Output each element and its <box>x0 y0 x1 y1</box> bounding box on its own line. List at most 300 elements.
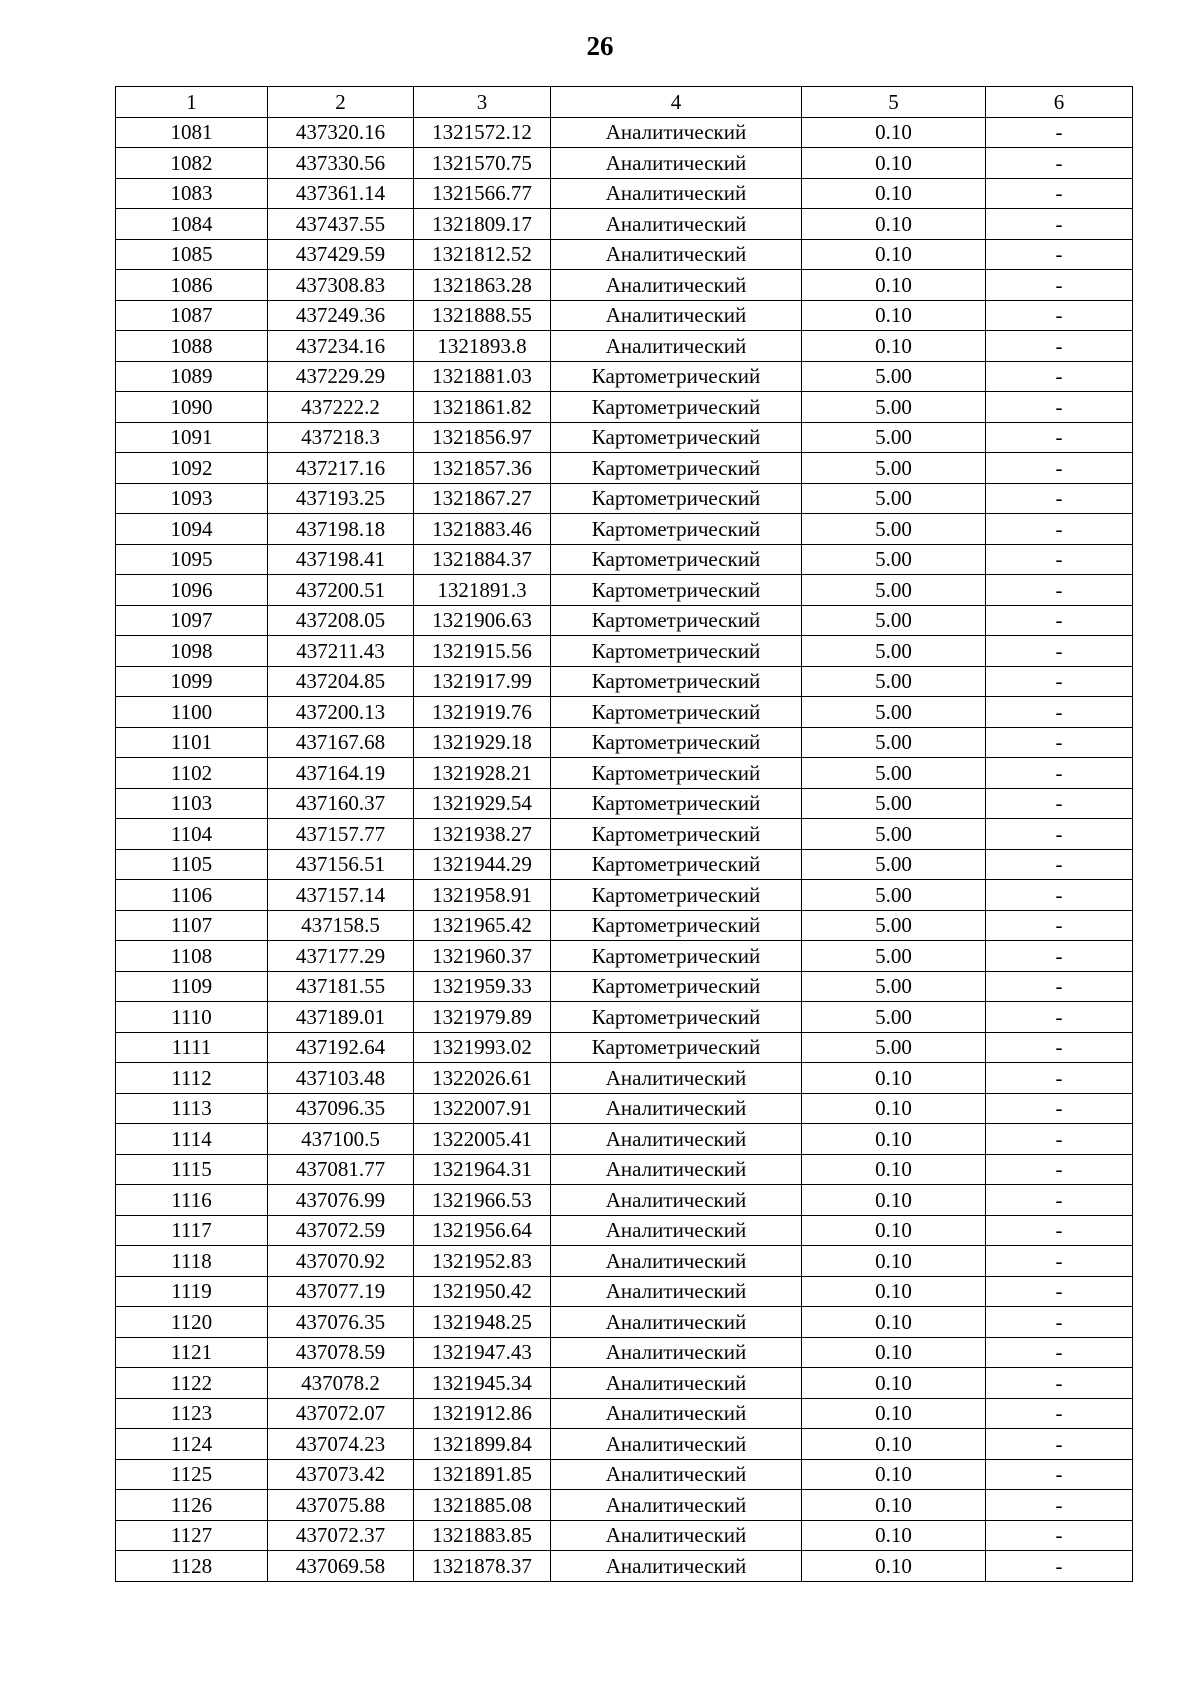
x-coordinate-cell: 437100.5 <box>268 1124 414 1155</box>
table-row <box>116 575 1133 606</box>
point-number-cell: 1081 <box>116 117 268 148</box>
method-cell: Аналитический <box>551 1337 802 1368</box>
column-header-1: 1 <box>116 87 268 118</box>
x-coordinate-cell: 437211.43 <box>268 636 414 667</box>
table-row <box>116 1246 1133 1277</box>
note-cell: - <box>986 1307 1133 1338</box>
x-coordinate-cell: 437074.23 <box>268 1429 414 1460</box>
y-coordinate-cell: 1321959.33 <box>414 971 551 1002</box>
method-cell: Картометрический <box>551 636 802 667</box>
table-row <box>116 422 1133 453</box>
x-coordinate-cell: 437076.99 <box>268 1185 414 1216</box>
y-coordinate-cell: 1321966.53 <box>414 1185 551 1216</box>
point-number-cell: 1119 <box>116 1276 268 1307</box>
y-coordinate-cell: 1321915.56 <box>414 636 551 667</box>
method-cell: Картометрический <box>551 514 802 545</box>
y-coordinate-cell: 1321891.85 <box>414 1459 551 1490</box>
table-row <box>116 1124 1133 1155</box>
note-cell: - <box>986 1368 1133 1399</box>
y-coordinate-cell: 1321881.03 <box>414 361 551 392</box>
x-coordinate-cell: 437158.5 <box>268 910 414 941</box>
x-coordinate-cell: 437189.01 <box>268 1002 414 1033</box>
point-number-cell: 1099 <box>116 666 268 697</box>
method-cell: Аналитический <box>551 1276 802 1307</box>
method-cell: Картометрический <box>551 849 802 880</box>
y-coordinate-cell: 1321863.28 <box>414 270 551 301</box>
y-coordinate-cell: 1321965.42 <box>414 910 551 941</box>
note-cell: - <box>986 1032 1133 1063</box>
accuracy-cell: 0.10 <box>802 1337 986 1368</box>
table-row <box>116 697 1133 728</box>
accuracy-cell: 5.00 <box>802 941 986 972</box>
y-coordinate-cell: 1321906.63 <box>414 605 551 636</box>
x-coordinate-cell: 437075.88 <box>268 1490 414 1521</box>
table-row <box>116 514 1133 545</box>
accuracy-cell: 0.10 <box>802 1429 986 1460</box>
y-coordinate-cell: 1321856.97 <box>414 422 551 453</box>
note-cell: - <box>986 361 1133 392</box>
table-row <box>116 544 1133 575</box>
point-number-cell: 1102 <box>116 758 268 789</box>
x-coordinate-cell: 437070.92 <box>268 1246 414 1277</box>
note-cell: - <box>986 544 1133 575</box>
x-coordinate-cell: 437160.37 <box>268 788 414 819</box>
table-row <box>116 392 1133 423</box>
table-row <box>116 1490 1133 1521</box>
point-number-cell: 1115 <box>116 1154 268 1185</box>
table-row <box>116 209 1133 240</box>
point-number-cell: 1092 <box>116 453 268 484</box>
table-row <box>116 1307 1133 1338</box>
x-coordinate-cell: 437096.35 <box>268 1093 414 1124</box>
x-coordinate-cell: 437157.14 <box>268 880 414 911</box>
method-cell: Аналитический <box>551 1429 802 1460</box>
point-number-cell: 1105 <box>116 849 268 880</box>
point-number-cell: 1103 <box>116 788 268 819</box>
note-cell: - <box>986 666 1133 697</box>
point-number-cell: 1122 <box>116 1368 268 1399</box>
y-coordinate-cell: 1321947.43 <box>414 1337 551 1368</box>
point-number-cell: 1090 <box>116 392 268 423</box>
note-cell: - <box>986 514 1133 545</box>
accuracy-cell: 5.00 <box>802 880 986 911</box>
table-row <box>116 1002 1133 1033</box>
y-coordinate-cell: 1321919.76 <box>414 697 551 728</box>
accuracy-cell: 5.00 <box>802 392 986 423</box>
point-number-cell: 1095 <box>116 544 268 575</box>
y-coordinate-cell: 1322005.41 <box>414 1124 551 1155</box>
y-coordinate-cell: 1321812.52 <box>414 239 551 270</box>
point-number-cell: 1086 <box>116 270 268 301</box>
x-coordinate-cell: 437081.77 <box>268 1154 414 1185</box>
note-cell: - <box>986 392 1133 423</box>
accuracy-cell: 0.10 <box>802 1276 986 1307</box>
point-number-cell: 1085 <box>116 239 268 270</box>
y-coordinate-cell: 1321570.75 <box>414 148 551 179</box>
note-cell: - <box>986 636 1133 667</box>
accuracy-cell: 0.10 <box>802 178 986 209</box>
point-number-cell: 1124 <box>116 1429 268 1460</box>
table-row <box>116 1063 1133 1094</box>
method-cell: Аналитический <box>551 1368 802 1399</box>
point-number-cell: 1104 <box>116 819 268 850</box>
method-cell: Картометрический <box>551 880 802 911</box>
y-coordinate-cell: 1321861.82 <box>414 392 551 423</box>
x-coordinate-cell: 437069.58 <box>268 1551 414 1582</box>
accuracy-cell: 0.10 <box>802 1185 986 1216</box>
table-row <box>116 941 1133 972</box>
coordinates-table <box>115 86 1133 1582</box>
y-coordinate-cell: 1321950.42 <box>414 1276 551 1307</box>
table-row <box>116 605 1133 636</box>
method-cell: Аналитический <box>551 1185 802 1216</box>
x-coordinate-cell: 437222.2 <box>268 392 414 423</box>
accuracy-cell: 0.10 <box>802 1520 986 1551</box>
point-number-cell: 1114 <box>116 1124 268 1155</box>
point-number-cell: 1113 <box>116 1093 268 1124</box>
column-header-2: 2 <box>268 87 414 118</box>
point-number-cell: 1117 <box>116 1215 268 1246</box>
y-coordinate-cell: 1321948.25 <box>414 1307 551 1338</box>
x-coordinate-cell: 437200.13 <box>268 697 414 728</box>
accuracy-cell: 0.10 <box>802 1551 986 1582</box>
table-row <box>116 1551 1133 1582</box>
note-cell: - <box>986 880 1133 911</box>
point-number-cell: 1094 <box>116 514 268 545</box>
point-number-cell: 1101 <box>116 727 268 758</box>
note-cell: - <box>986 1154 1133 1185</box>
accuracy-cell: 5.00 <box>802 453 986 484</box>
y-coordinate-cell: 1321929.18 <box>414 727 551 758</box>
y-coordinate-cell: 1321878.37 <box>414 1551 551 1582</box>
method-cell: Аналитический <box>551 1124 802 1155</box>
method-cell: Картометрический <box>551 392 802 423</box>
point-number-cell: 1097 <box>116 605 268 636</box>
accuracy-cell: 0.10 <box>802 1398 986 1429</box>
method-cell: Аналитический <box>551 300 802 331</box>
note-cell: - <box>986 1063 1133 1094</box>
note-cell: - <box>986 1093 1133 1124</box>
note-cell: - <box>986 941 1133 972</box>
x-coordinate-cell: 437073.42 <box>268 1459 414 1490</box>
accuracy-cell: 0.10 <box>802 209 986 240</box>
column-header-4: 4 <box>551 87 802 118</box>
table-body <box>116 87 1133 1582</box>
table-row <box>116 270 1133 301</box>
table-row <box>116 1368 1133 1399</box>
y-coordinate-cell: 1321885.08 <box>414 1490 551 1521</box>
note-cell: - <box>986 758 1133 789</box>
method-cell: Картометрический <box>551 453 802 484</box>
table-row <box>116 1520 1133 1551</box>
table-row <box>116 1398 1133 1429</box>
y-coordinate-cell: 1321929.54 <box>414 788 551 819</box>
table-row <box>116 1185 1133 1216</box>
note-cell: - <box>986 270 1133 301</box>
y-coordinate-cell: 1321912.86 <box>414 1398 551 1429</box>
y-coordinate-cell: 1321899.84 <box>414 1429 551 1460</box>
method-cell: Аналитический <box>551 209 802 240</box>
table-row <box>116 361 1133 392</box>
table-row <box>116 1154 1133 1185</box>
method-cell: Аналитический <box>551 117 802 148</box>
table-row <box>116 880 1133 911</box>
x-coordinate-cell: 437429.59 <box>268 239 414 270</box>
y-coordinate-cell: 1321964.31 <box>414 1154 551 1185</box>
accuracy-cell: 0.10 <box>802 1459 986 1490</box>
y-coordinate-cell: 1321572.12 <box>414 117 551 148</box>
point-number-cell: 1084 <box>116 209 268 240</box>
x-coordinate-cell: 437192.64 <box>268 1032 414 1063</box>
method-cell: Картометрический <box>551 727 802 758</box>
point-number-cell: 1108 <box>116 941 268 972</box>
point-number-cell: 1106 <box>116 880 268 911</box>
x-coordinate-cell: 437164.19 <box>268 758 414 789</box>
note-cell: - <box>986 1124 1133 1155</box>
method-cell: Картометрический <box>551 666 802 697</box>
x-coordinate-cell: 437361.14 <box>268 178 414 209</box>
point-number-cell: 1118 <box>116 1246 268 1277</box>
point-number-cell: 1111 <box>116 1032 268 1063</box>
table-row <box>116 1276 1133 1307</box>
point-number-cell: 1100 <box>116 697 268 728</box>
table-row <box>116 758 1133 789</box>
y-coordinate-cell: 1321884.37 <box>414 544 551 575</box>
table-row <box>116 483 1133 514</box>
note-cell: - <box>986 910 1133 941</box>
x-coordinate-cell: 437072.07 <box>268 1398 414 1429</box>
point-number-cell: 1112 <box>116 1063 268 1094</box>
table-row <box>116 971 1133 1002</box>
table-row <box>116 788 1133 819</box>
note-cell: - <box>986 1185 1133 1216</box>
accuracy-cell: 0.10 <box>802 1063 986 1094</box>
method-cell: Картометрический <box>551 422 802 453</box>
x-coordinate-cell: 437437.55 <box>268 209 414 240</box>
table-row <box>116 727 1133 758</box>
accuracy-cell: 5.00 <box>802 788 986 819</box>
table-row <box>116 300 1133 331</box>
y-coordinate-cell: 1321867.27 <box>414 483 551 514</box>
x-coordinate-cell: 437204.85 <box>268 666 414 697</box>
note-cell: - <box>986 178 1133 209</box>
method-cell: Картометрический <box>551 971 802 1002</box>
table-row <box>116 1429 1133 1460</box>
point-number-cell: 1082 <box>116 148 268 179</box>
method-cell: Аналитический <box>551 239 802 270</box>
x-coordinate-cell: 437078.59 <box>268 1337 414 1368</box>
accuracy-cell: 0.10 <box>802 331 986 362</box>
note-cell: - <box>986 1337 1133 1368</box>
method-cell: Аналитический <box>551 1063 802 1094</box>
accuracy-cell: 5.00 <box>802 575 986 606</box>
accuracy-cell: 0.10 <box>802 1124 986 1155</box>
accuracy-cell: 5.00 <box>802 666 986 697</box>
table-row <box>116 331 1133 362</box>
accuracy-cell: 5.00 <box>802 1002 986 1033</box>
x-coordinate-cell: 437249.36 <box>268 300 414 331</box>
method-cell: Аналитический <box>551 178 802 209</box>
note-cell: - <box>986 117 1133 148</box>
table-row <box>116 819 1133 850</box>
note-cell: - <box>986 300 1133 331</box>
note-cell: - <box>986 575 1133 606</box>
y-coordinate-cell: 1321938.27 <box>414 819 551 850</box>
method-cell: Картометрический <box>551 483 802 514</box>
note-cell: - <box>986 1520 1133 1551</box>
column-header-3: 3 <box>414 87 551 118</box>
note-cell: - <box>986 1459 1133 1490</box>
y-coordinate-cell: 1321883.85 <box>414 1520 551 1551</box>
note-cell: - <box>986 1246 1133 1277</box>
method-cell: Аналитический <box>551 1307 802 1338</box>
method-cell: Картометрический <box>551 819 802 850</box>
accuracy-cell: 0.10 <box>802 1368 986 1399</box>
y-coordinate-cell: 1321956.64 <box>414 1215 551 1246</box>
x-coordinate-cell: 437208.05 <box>268 605 414 636</box>
accuracy-cell: 5.00 <box>802 422 986 453</box>
point-number-cell: 1121 <box>116 1337 268 1368</box>
x-coordinate-cell: 437320.16 <box>268 117 414 148</box>
point-number-cell: 1127 <box>116 1520 268 1551</box>
note-cell: - <box>986 239 1133 270</box>
method-cell: Картометрический <box>551 910 802 941</box>
note-cell: - <box>986 849 1133 880</box>
accuracy-cell: 0.10 <box>802 1215 986 1246</box>
x-coordinate-cell: 437330.56 <box>268 148 414 179</box>
y-coordinate-cell: 1322007.91 <box>414 1093 551 1124</box>
point-number-cell: 1091 <box>116 422 268 453</box>
note-cell: - <box>986 1429 1133 1460</box>
note-cell: - <box>986 453 1133 484</box>
method-cell: Аналитический <box>551 1215 802 1246</box>
accuracy-cell: 0.10 <box>802 1307 986 1338</box>
method-cell: Аналитический <box>551 1154 802 1185</box>
accuracy-cell: 5.00 <box>802 758 986 789</box>
note-cell: - <box>986 1276 1133 1307</box>
x-coordinate-cell: 437229.29 <box>268 361 414 392</box>
accuracy-cell: 0.10 <box>802 239 986 270</box>
accuracy-cell: 5.00 <box>802 910 986 941</box>
method-cell: Аналитический <box>551 1490 802 1521</box>
note-cell: - <box>986 1002 1133 1033</box>
y-coordinate-cell: 1321952.83 <box>414 1246 551 1277</box>
x-coordinate-cell: 437200.51 <box>268 575 414 606</box>
method-cell: Аналитический <box>551 1246 802 1277</box>
table-row <box>116 1093 1133 1124</box>
y-coordinate-cell: 1321888.55 <box>414 300 551 331</box>
point-number-cell: 1107 <box>116 910 268 941</box>
y-coordinate-cell: 1321566.77 <box>414 178 551 209</box>
point-number-cell: 1128 <box>116 1551 268 1582</box>
y-coordinate-cell: 1321928.21 <box>414 758 551 789</box>
table-row <box>116 453 1133 484</box>
note-cell: - <box>986 209 1133 240</box>
point-number-cell: 1125 <box>116 1459 268 1490</box>
x-coordinate-cell: 437217.16 <box>268 453 414 484</box>
page-number: 26 <box>586 31 614 61</box>
table-row <box>116 666 1133 697</box>
x-coordinate-cell: 437167.68 <box>268 727 414 758</box>
table-row <box>116 1337 1133 1368</box>
method-cell: Картометрический <box>551 544 802 575</box>
x-coordinate-cell: 437193.25 <box>268 483 414 514</box>
accuracy-cell: 5.00 <box>802 727 986 758</box>
x-coordinate-cell: 437198.18 <box>268 514 414 545</box>
y-coordinate-cell: 1321960.37 <box>414 941 551 972</box>
x-coordinate-cell: 437218.3 <box>268 422 414 453</box>
point-number-cell: 1088 <box>116 331 268 362</box>
accuracy-cell: 0.10 <box>802 148 986 179</box>
y-coordinate-cell: 1321891.3 <box>414 575 551 606</box>
note-cell: - <box>986 819 1133 850</box>
method-cell: Картометрический <box>551 1032 802 1063</box>
accuracy-cell: 5.00 <box>802 636 986 667</box>
method-cell: Картометрический <box>551 605 802 636</box>
table-header-row <box>116 87 1133 118</box>
accuracy-cell: 0.10 <box>802 300 986 331</box>
y-coordinate-cell: 1321857.36 <box>414 453 551 484</box>
accuracy-cell: 5.00 <box>802 971 986 1002</box>
method-cell: Аналитический <box>551 1459 802 1490</box>
method-cell: Аналитический <box>551 270 802 301</box>
table-row <box>116 117 1133 148</box>
note-cell: - <box>986 1490 1133 1521</box>
accuracy-cell: 5.00 <box>802 514 986 545</box>
note-cell: - <box>986 422 1133 453</box>
method-cell: Аналитический <box>551 148 802 179</box>
point-number-cell: 1116 <box>116 1185 268 1216</box>
y-coordinate-cell: 1321945.34 <box>414 1368 551 1399</box>
method-cell: Аналитический <box>551 1520 802 1551</box>
accuracy-cell: 5.00 <box>802 483 986 514</box>
note-cell: - <box>986 1551 1133 1582</box>
table-row <box>116 849 1133 880</box>
accuracy-cell: 5.00 <box>802 361 986 392</box>
x-coordinate-cell: 437076.35 <box>268 1307 414 1338</box>
point-number-cell: 1096 <box>116 575 268 606</box>
y-coordinate-cell: 1321883.46 <box>414 514 551 545</box>
note-cell: - <box>986 971 1133 1002</box>
table-row <box>116 239 1133 270</box>
column-header-6: 6 <box>986 87 1133 118</box>
y-coordinate-cell: 1321917.99 <box>414 666 551 697</box>
y-coordinate-cell: 1322026.61 <box>414 1063 551 1094</box>
method-cell: Картометрический <box>551 361 802 392</box>
accuracy-cell: 0.10 <box>802 1154 986 1185</box>
table-row <box>116 1215 1133 1246</box>
table-row <box>116 148 1133 179</box>
note-cell: - <box>986 727 1133 758</box>
accuracy-cell: 5.00 <box>802 605 986 636</box>
accuracy-cell: 5.00 <box>802 849 986 880</box>
point-number-cell: 1093 <box>116 483 268 514</box>
y-coordinate-cell: 1321944.29 <box>414 849 551 880</box>
y-coordinate-cell: 1321993.02 <box>414 1032 551 1063</box>
note-cell: - <box>986 605 1133 636</box>
method-cell: Аналитический <box>551 1093 802 1124</box>
accuracy-cell: 5.00 <box>802 819 986 850</box>
accuracy-cell: 5.00 <box>802 544 986 575</box>
x-coordinate-cell: 437181.55 <box>268 971 414 1002</box>
table-row <box>116 636 1133 667</box>
note-cell: - <box>986 697 1133 728</box>
x-coordinate-cell: 437072.59 <box>268 1215 414 1246</box>
accuracy-cell: 0.10 <box>802 270 986 301</box>
note-cell: - <box>986 1215 1133 1246</box>
point-number-cell: 1089 <box>116 361 268 392</box>
method-cell: Картометрический <box>551 788 802 819</box>
